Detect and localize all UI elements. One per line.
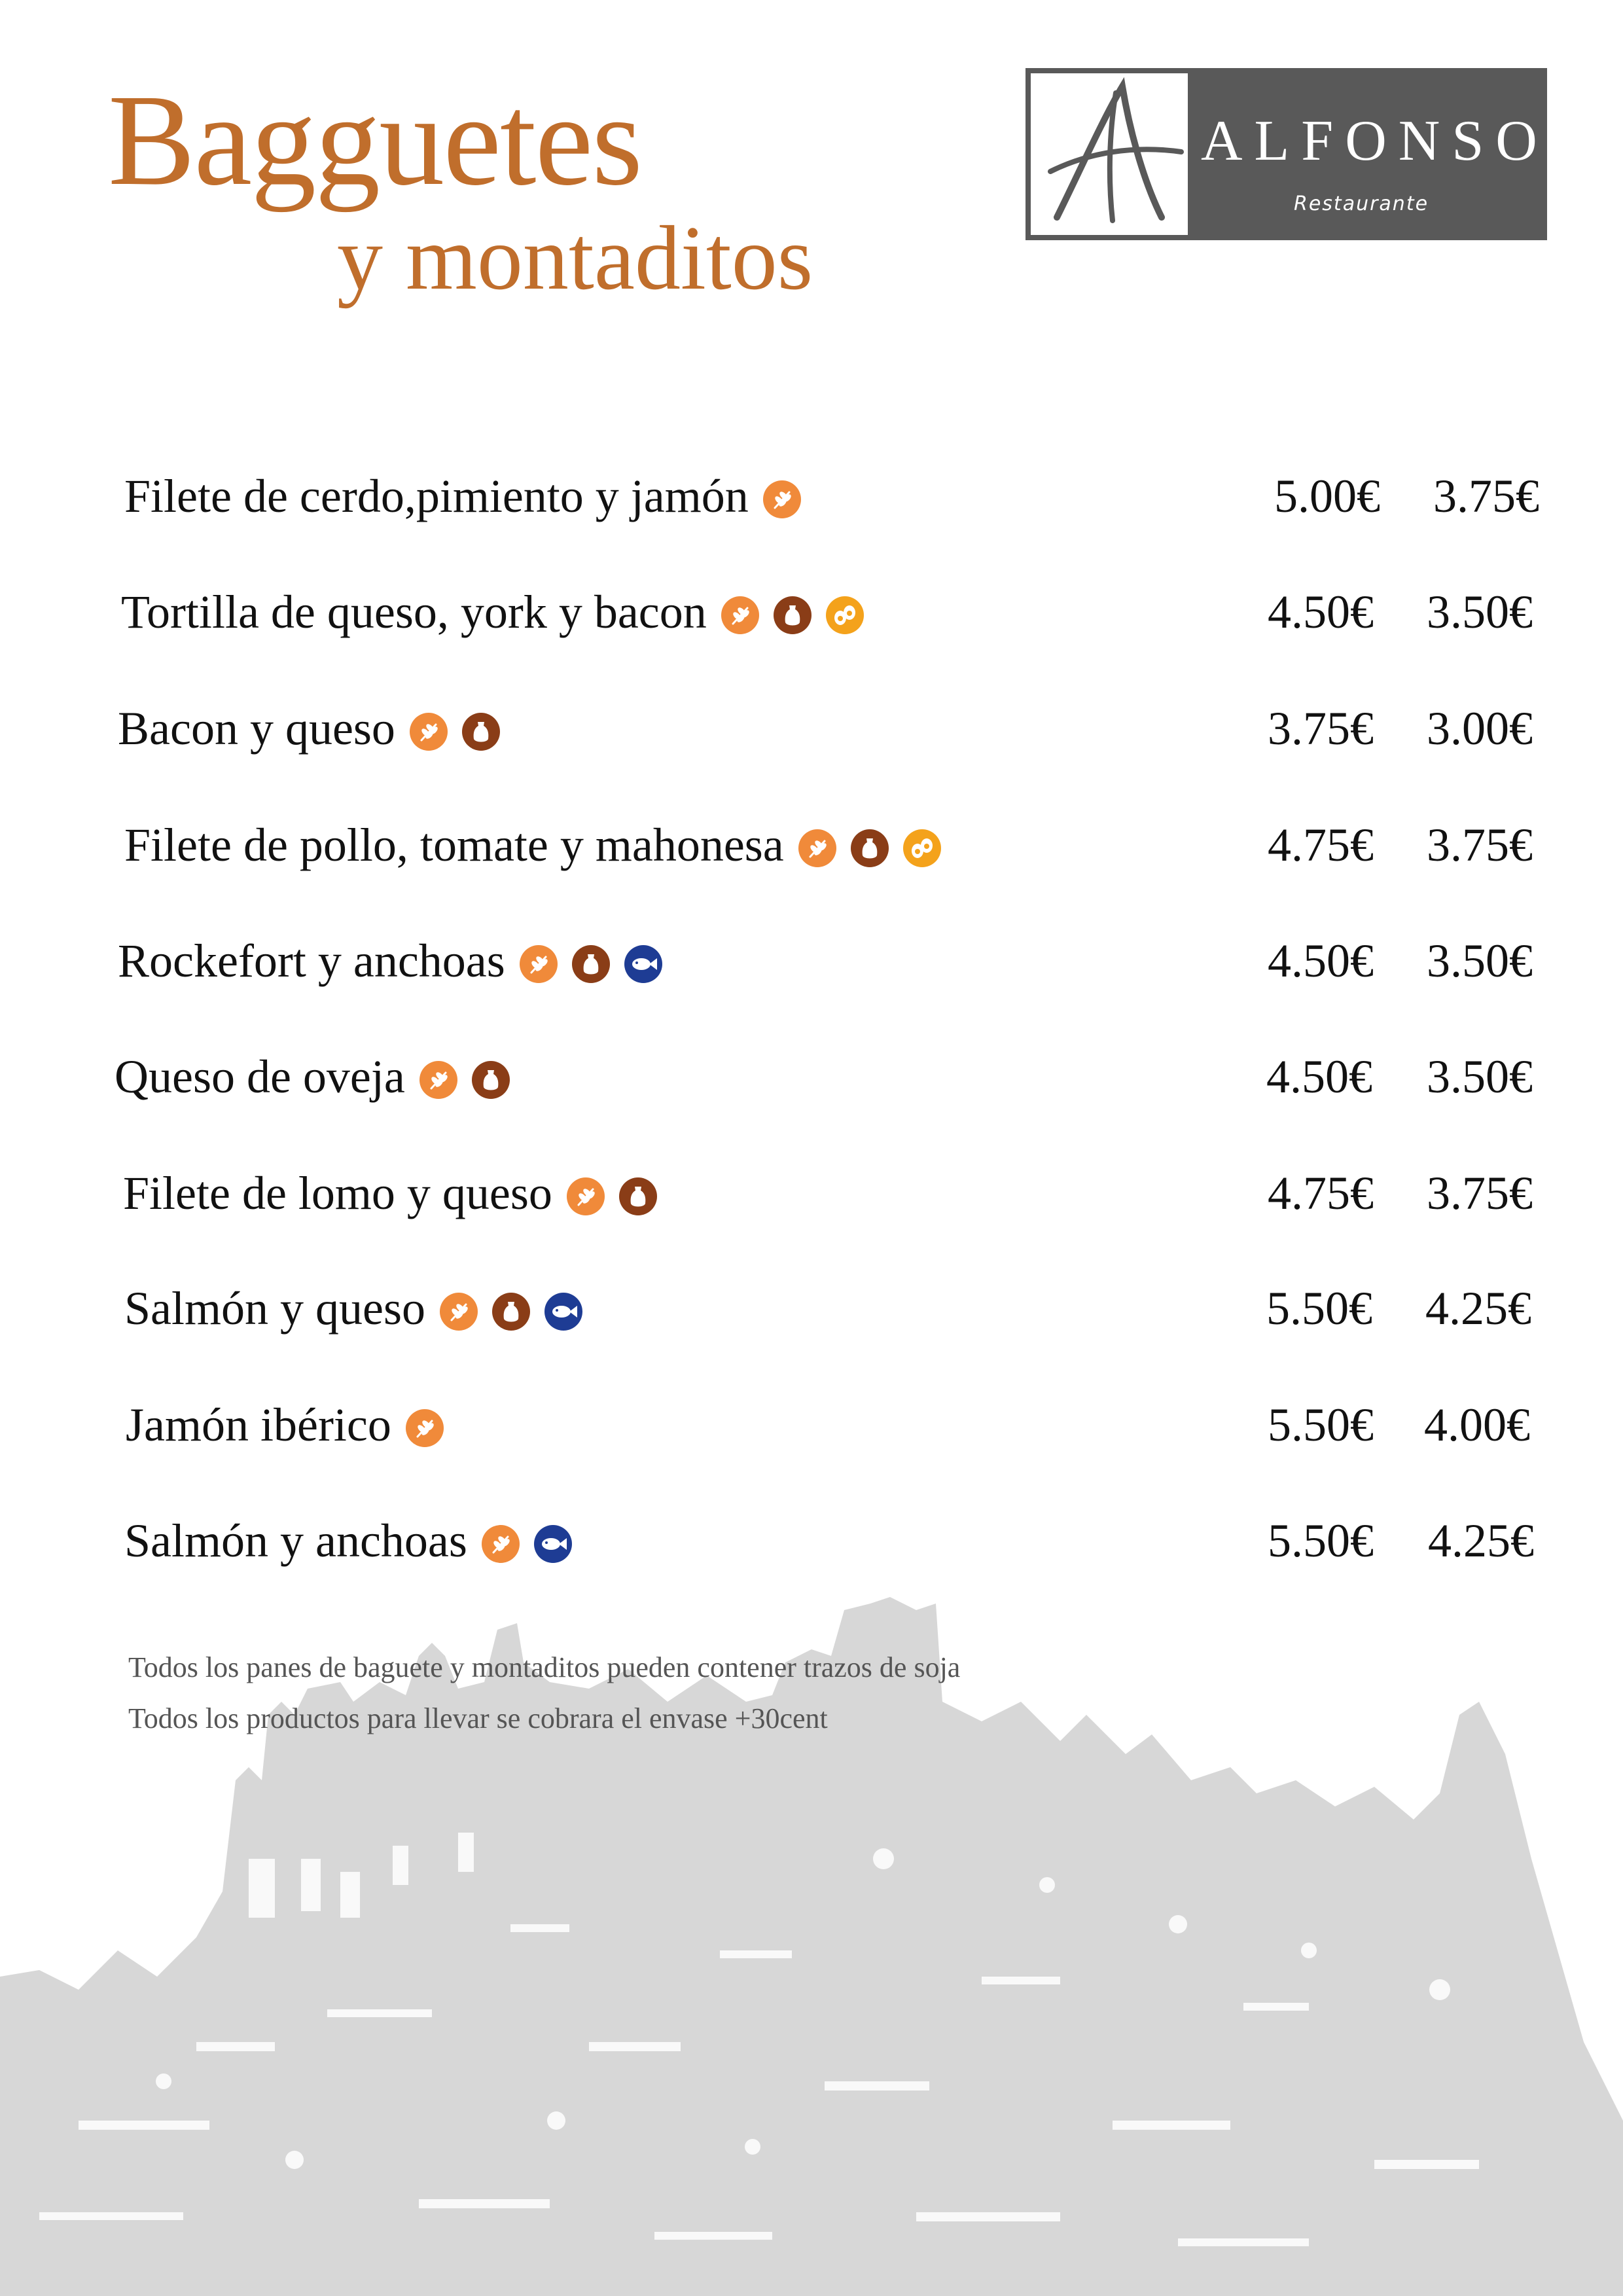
- menu-row: [0, 812, 1623, 878]
- menu-item: [118, 928, 662, 994]
- price-montadito: 3.50€: [1427, 586, 1533, 638]
- price-baguette: 5.50€: [1266, 1282, 1372, 1335]
- price-baguette: 4.50€: [1268, 935, 1374, 987]
- gluten-icon: [798, 829, 836, 867]
- fish-icon: [534, 1525, 572, 1563]
- gluten-icon: [419, 1061, 457, 1099]
- fish-icon: [624, 945, 662, 983]
- price-montadito: 4.00€: [1424, 1399, 1530, 1451]
- logo-subtitle: Restaurante: [1294, 192, 1429, 215]
- price-baguette: 3.75€: [1268, 702, 1374, 755]
- gluten-icon: [721, 596, 759, 634]
- menu-item: [124, 812, 941, 878]
- menu-row: [0, 463, 1623, 529]
- item-name: Filete de lomo y queso: [123, 1167, 552, 1219]
- menu-row: [0, 579, 1623, 645]
- egg-icon: [826, 596, 864, 634]
- price-baguette: 4.50€: [1266, 1050, 1372, 1103]
- price-montadito: 3.50€: [1427, 1050, 1533, 1103]
- gluten-icon: [410, 713, 448, 751]
- lactose-icon: [619, 1177, 657, 1215]
- logo-monogram: [1031, 73, 1188, 235]
- menu-row: [0, 928, 1623, 994]
- lactose-icon: [774, 596, 812, 634]
- lactose-icon: [492, 1293, 530, 1331]
- item-name: Rockefort y anchoas: [118, 935, 505, 987]
- restaurant-logo: [1026, 68, 1547, 240]
- lactose-icon: [572, 945, 610, 983]
- menu-item: [124, 1508, 572, 1573]
- logo-name: ALFONSO: [1201, 109, 1549, 173]
- price-montadito: 3.75€: [1427, 819, 1533, 871]
- menu-row: [0, 1160, 1623, 1226]
- price-baguette: 4.75€: [1268, 1167, 1374, 1219]
- menu-item: [121, 579, 864, 645]
- menu-item: [124, 463, 801, 529]
- lactose-icon: [472, 1061, 510, 1099]
- item-name: Tortilla de queso, york y bacon: [121, 586, 707, 638]
- menu-item: [115, 1044, 510, 1109]
- town-illustration: [0, 1584, 1623, 2296]
- price-baguette: 4.75€: [1268, 819, 1374, 871]
- item-name: Filete de pollo, tomate y mahonesa: [124, 819, 784, 871]
- menu-row: [0, 696, 1623, 761]
- menu-row: [0, 1276, 1623, 1341]
- menu-row: [0, 1508, 1623, 1573]
- menu-item: [126, 1392, 444, 1458]
- price-baguette: 5.50€: [1268, 1515, 1374, 1567]
- menu-item: [123, 1160, 657, 1226]
- menu-row: [0, 1044, 1623, 1109]
- note-soja: Todos los panes de baguete y montaditos pueden contener trazos de soja: [128, 1651, 961, 1683]
- note-envase: Todos los productos para llevar se cobrara el envase +30cent: [128, 1702, 828, 1734]
- item-name: Queso de oveja: [115, 1050, 405, 1103]
- item-name: Filete de cerdo,pimiento y jamón: [124, 470, 749, 522]
- price-montadito: 3.00€: [1427, 702, 1533, 755]
- gluten-icon: [440, 1293, 478, 1331]
- gluten-icon: [520, 945, 558, 983]
- gluten-icon: [406, 1409, 444, 1447]
- price-montadito: 3.75€: [1427, 1167, 1533, 1219]
- menu-subtitle: y montaditos: [337, 207, 813, 309]
- item-name: Bacon y queso: [118, 702, 395, 755]
- item-name: Jamón ibérico: [126, 1399, 391, 1451]
- egg-icon: [903, 829, 941, 867]
- gluten-icon: [567, 1177, 605, 1215]
- fish-icon: [544, 1293, 582, 1331]
- price-montadito: 3.75€: [1433, 470, 1539, 522]
- price-montadito: 4.25€: [1425, 1282, 1531, 1335]
- item-name: Salmón y queso: [124, 1282, 425, 1335]
- menu-item: [118, 696, 500, 761]
- menu-item: [124, 1276, 582, 1341]
- menu-row: [0, 1392, 1623, 1458]
- gluten-icon: [763, 480, 801, 518]
- price-montadito: 3.50€: [1427, 935, 1533, 987]
- gluten-icon: [482, 1525, 520, 1563]
- price-baguette: 4.50€: [1268, 586, 1374, 638]
- item-name: Salmón y anchoas: [124, 1515, 467, 1567]
- price-montadito: 4.25€: [1428, 1515, 1534, 1567]
- menu-title: Bagguetes: [108, 68, 642, 213]
- price-baguette: 5.00€: [1274, 470, 1380, 522]
- price-baguette: 5.50€: [1268, 1399, 1374, 1451]
- lactose-icon: [462, 713, 500, 751]
- lactose-icon: [851, 829, 889, 867]
